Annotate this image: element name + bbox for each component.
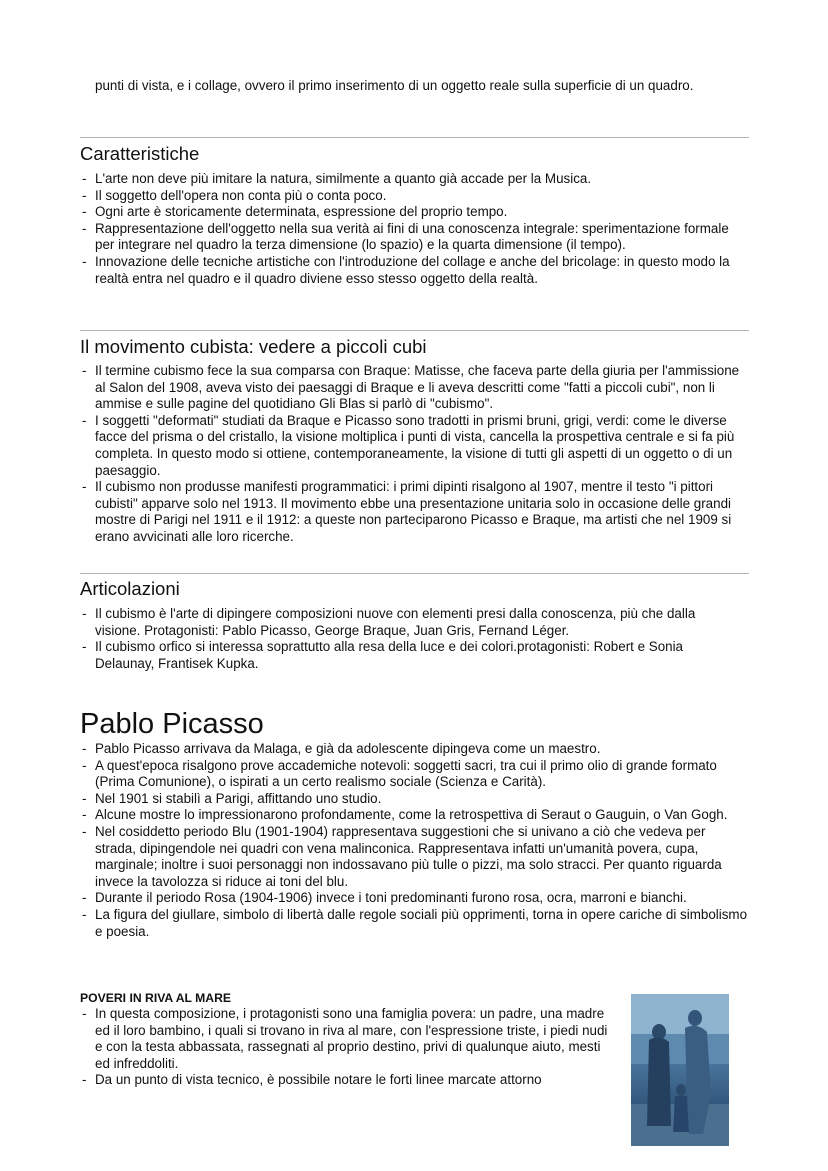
list-item: - Ogni arte è storicamente determinata, espressione del proprio tempo. — [80, 204, 740, 221]
poveri-list — [80, 1006, 615, 1089]
painting-figures — [631, 994, 729, 1146]
list-item: - La figura del giullare, simbolo di libertà dalle regole sociali più opprimenti, torna in opere cariche di simbolismo e poesia. — [80, 907, 750, 940]
list-item: - Nel 1901 si stabilì a Parigi, affittando uno studio. — [80, 791, 750, 808]
sky-band — [631, 994, 729, 1034]
list-item: - Il cubismo non produsse manifesti programmatici: i primi dipinti risalgono al 1907, mentre il testo "i pittori cubisti" apparve solo nel 1913. Il movimento ebbe una presentazione unitaria solo in occasione delle grandi mostre di Parigi nel 1911 e il 1912: a queste non parteciparono Picasso e Braque, ma artisti che nel 1909 si erano avvicinati alle loro ricerche. — [80, 479, 748, 545]
child-figure — [673, 1096, 689, 1132]
list-item: - Innovazione delle tecniche artistiche con l'introduzione del collage e anche del bricolage: in questo modo la realtà entra nel quadro e il quadro diviene esso stesso oggetto della realtà. — [80, 254, 740, 287]
articolazioni-list — [80, 606, 740, 672]
mother-figure — [647, 1037, 671, 1126]
list-item: - Rappresentazione dell'oggetto nella sua verità ai fini di una conoscenza integrale: sperimentazione formale per integrare nel quadro la terza dimensione (lo spazio) e la quarta dimensione (il tempo). — [80, 221, 740, 254]
caratteristiche-list — [80, 171, 740, 287]
section-divider — [80, 330, 749, 331]
intro-paragraph: punti di vista, e i collage, ovvero il primo inserimento di un oggetto reale sulla superficie di un quadro. — [95, 78, 694, 93]
list-item: - I soggetti "deformati" studiati da Braque e Picasso sono tradotti in prismi bruni, grigi, verdi: come le diverse facce del prisma o del cristallo, la visione moltiplica i punti di vista, cancella la prospettiva centrale e si fa più completa. In questo modo si ottiene, contemporaneamente, la visione di tutti gli aspetti di un oggetto o di un paesaggio. — [80, 413, 748, 479]
picasso-list — [80, 741, 750, 940]
list-item: - Alcune mostre lo impressionarono profondamente, come la retrospettiva di Seraut o Gauguin, o Van Gogh. — [80, 807, 750, 824]
list-item: - Il cubismo orfico si interessa soprattutto alla resa della luce e dei colori.protagonisti: Robert e Sonia Delaunay, Frantisek Kupka. — [80, 639, 740, 672]
section-title-movimento-cubista: Il movimento cubista: vedere a piccoli cubi — [80, 336, 427, 357]
sea-band — [631, 1034, 729, 1064]
list-item: - Il cubismo è l'arte di dipingere composizioni nuove con elementi presi dalla conoscenza, più che dalla visione. Protagonisti: Pablo Picasso, George Braque, Juan Gris, Fernand Léger. — [80, 606, 740, 639]
list-item: - In questa composizione, i protagonisti sono una famiglia povera: un padre, una madre ed il loro bambino, i quali si trovano in riva al mare, con l'espressione triste, i piedi nudi e con la testa abbassata, rassegnati al proprio destino, privi di qualunque aiuto, mesti ed infreddoliti. — [80, 1006, 615, 1072]
section-divider — [80, 137, 749, 138]
list-item: - Il termine cubismo fece la sua comparsa con Braque: Matisse, che faceva parte della giuria per l'ammissione al Salon del 1908, aveva visto dei paesaggi di Braque e li aveva descritti come "fatti a piccoli cubi", non li ammise e sulle pagine del quotidiano Gli Blas si parlò di "cubismo". — [80, 363, 748, 413]
father-head — [688, 1010, 702, 1026]
list-item: - L'arte non deve più imitare la natura, similmente a quanto già accade per la Musica. — [80, 171, 740, 188]
list-item: - Nel cosiddetto periodo Blu (1901-1904) rappresentava suggestioni che si univano a ciò che vedeva per strada, dipingendole nei quadri con vena malinconica. Rappresentava infatti un'umanità povera, cupa, marginale; inoltre i suoi personaggi non indossavano più tulle o pizzi, ma solo stracci. Per quanto riguarda invece la tavolozza si riduce ai toni del blu. — [80, 824, 750, 890]
painting-image — [631, 994, 729, 1146]
page-title-pablo-picasso: Pablo Picasso — [80, 708, 264, 740]
list-item: - Durante il periodo Rosa (1904-1906) invece i toni predominanti furono rosa, ocra, marroni e bianchi. — [80, 890, 750, 907]
child-head — [676, 1084, 686, 1096]
list-item: - A quest'epoca risalgono prove accademiche notevoli: soggetti sacri, tra cui il primo olio di grande formato (Prima Comunione), o ispirati a un certo realismo sociale (Scienza e Carità). — [80, 758, 750, 791]
list-item: - Da un punto di vista tecnico, è possibile notare le forti linee marcate attorno — [80, 1072, 615, 1089]
section-divider — [80, 573, 749, 574]
subsection-title-poveri-in-riva-al-mare: POVERI IN RIVA AL MARE — [80, 991, 232, 1005]
section-title-caratteristiche: Caratteristiche — [80, 143, 200, 164]
section-title-articolazioni: Articolazioni — [80, 578, 180, 599]
list-item: - Il soggetto dell'opera non conta più o conta poco. — [80, 188, 740, 205]
list-item: - Pablo Picasso arrivava da Malaga, e già da adolescente dipingeva come un maestro. — [80, 741, 750, 758]
movimento-cubista-list — [80, 363, 748, 546]
